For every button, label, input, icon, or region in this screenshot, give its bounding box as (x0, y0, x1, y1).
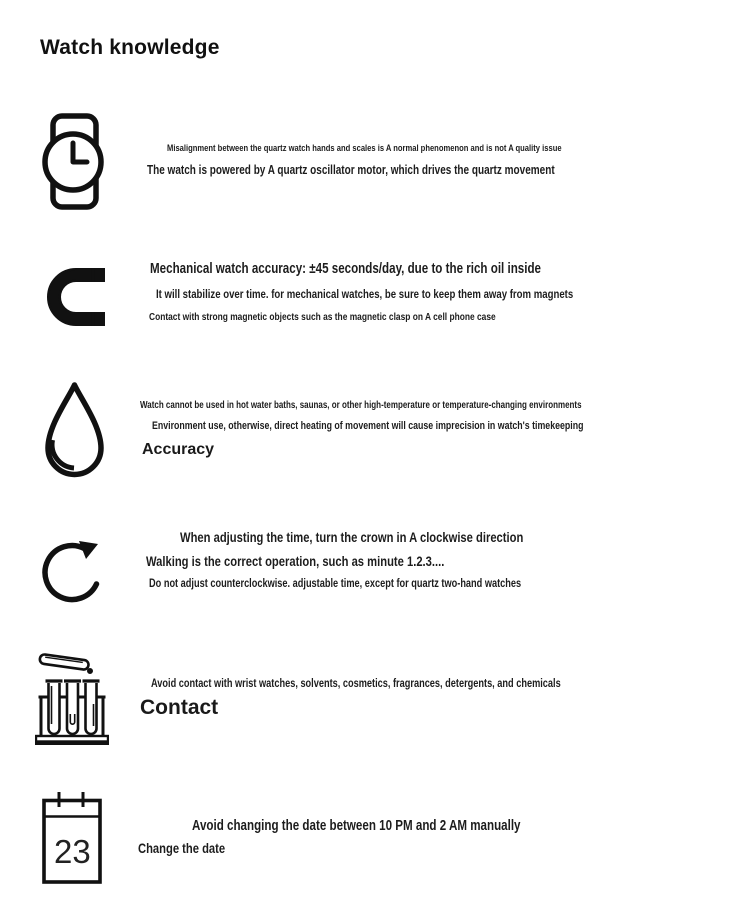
clockwise-arrow-icon (41, 530, 108, 614)
magnetic-objects-note: Contact with strong magnetic objects such as the magnetic clasp on A cell phone case (149, 311, 496, 323)
calendar-icon (41, 790, 103, 886)
mechanical-accuracy-text: Mechanical watch accuracy: ±45 seconds/day, due to the rich oil inside (150, 261, 542, 277)
magnet-icon (46, 266, 108, 328)
test-tubes-icon (35, 648, 109, 746)
magnet-warning-text: It will stabilize over time. for mechanical watches, be sure to keep them away from magnets (156, 287, 574, 301)
calendar-day-number: 23 (54, 833, 91, 870)
counterclockwise-warning-note: Do not adjust counterclockwise. adjustable time, except for quartz two-hand watches (149, 578, 522, 590)
heating-imprecision-text: Environment use, otherwise, direct heating of movement will cause imprecision in watch's timekeeping (152, 420, 584, 432)
avoid-date-change-text: Avoid changing the date between 10 PM and 2 AM manually (192, 818, 521, 834)
page-title: Watch knowledge (40, 36, 220, 59)
hot-water-warning-note: Watch cannot be used in hot water baths, saunas, or other high-temperature or temperature-changing environments (140, 400, 582, 411)
change-date-heading: Change the date (138, 840, 226, 856)
quartz-movement-text: The watch is powered by A quartz oscillator motor, which drives the quartz movement (147, 163, 555, 177)
avoid-chemicals-text: Avoid contact with wrist watches, solvents, cosmetics, fragrances, detergents, and chemicals (151, 678, 561, 690)
contact-heading: Contact (140, 696, 219, 719)
correct-operation-text: Walking is the correct operation, such as minute 1.2.3.... (146, 553, 445, 569)
wrist-watch-icon (42, 113, 104, 210)
water-drop-icon (41, 382, 108, 481)
accuracy-heading: Accuracy (142, 441, 215, 458)
clockwise-direction-text: When adjusting the time, turn the crown in A clockwise direction (180, 529, 524, 545)
quartz-misalignment-note: Misalignment between the quartz watch hands and scales is A normal phenomenon and is not A quality issue (167, 143, 562, 154)
